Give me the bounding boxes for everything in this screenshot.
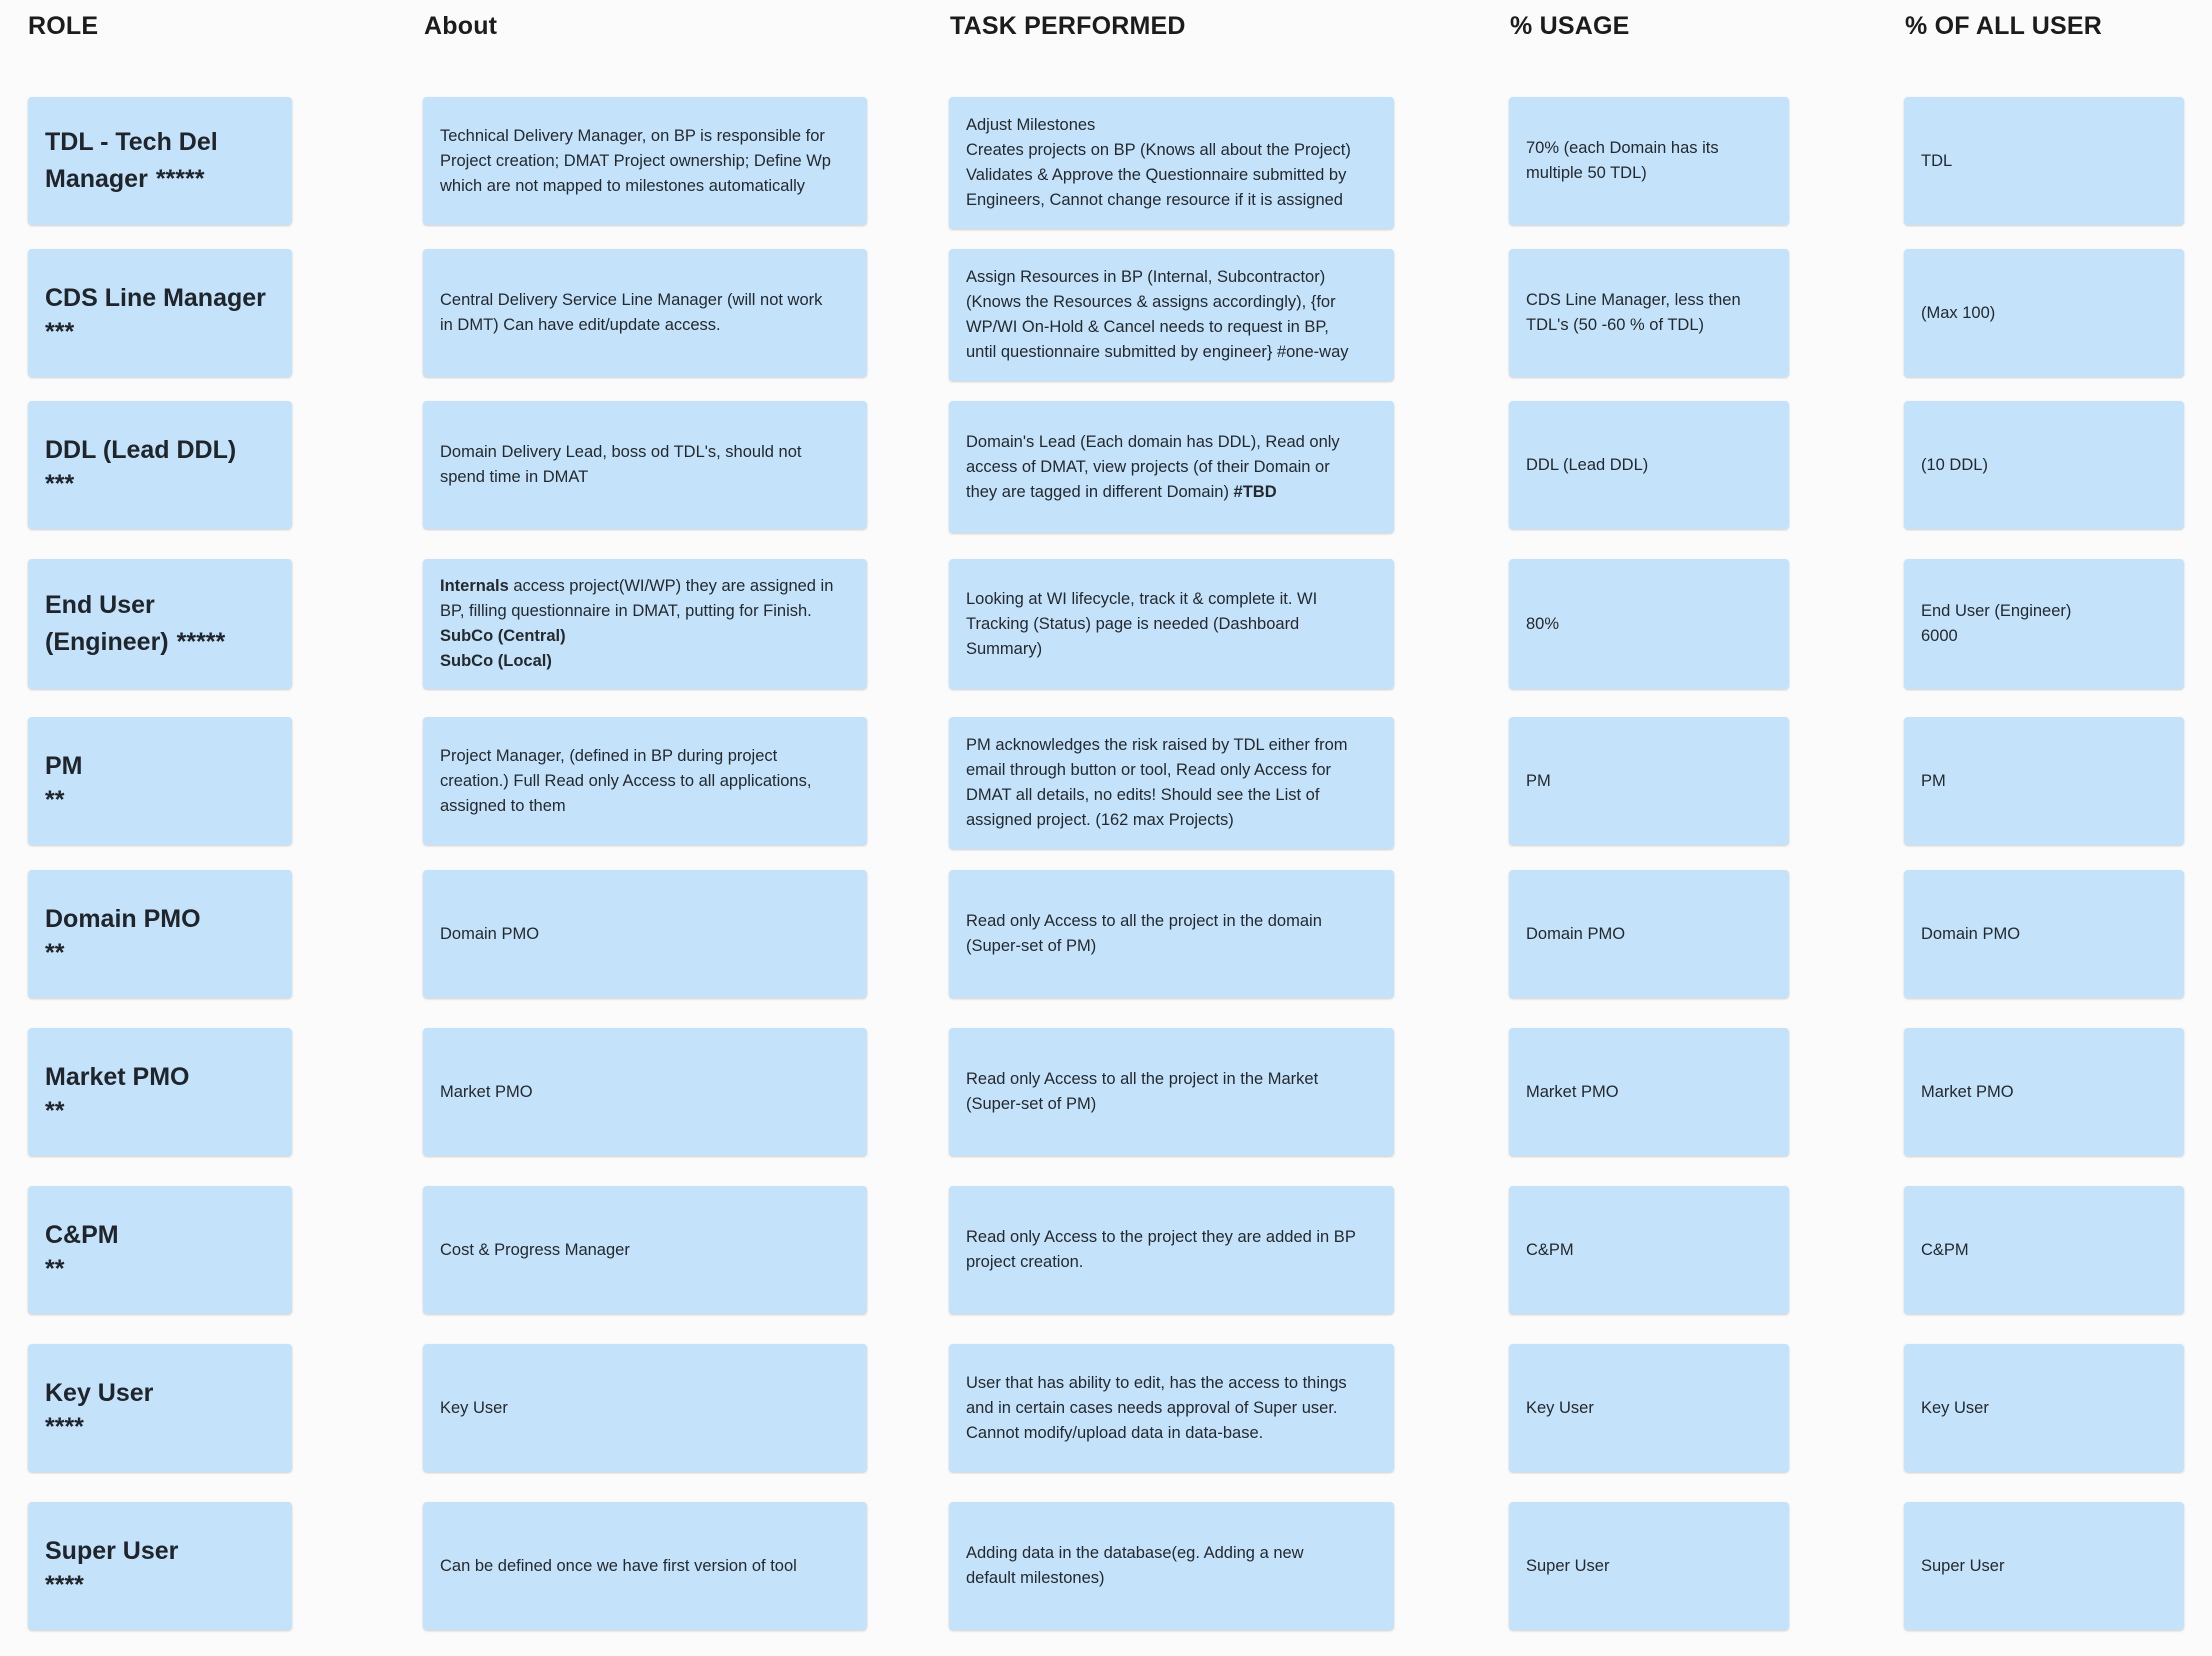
all-user-text xyxy=(1921,1554,2004,1579)
task-card[interactable] xyxy=(949,1028,1394,1156)
text-line: CDS Line Manager, less then xyxy=(1526,291,1741,309)
role-name xyxy=(45,1533,178,1570)
priority-stars: *** xyxy=(45,317,75,346)
text-line: and in certain cases needs approval of Super user. xyxy=(966,1398,1338,1417)
about-text xyxy=(440,1554,797,1579)
task-card[interactable] xyxy=(949,559,1394,689)
text-line: (10 DDL) xyxy=(1921,455,1988,474)
text-line: (Super-set of PM) xyxy=(966,937,1097,955)
task-card[interactable] xyxy=(949,97,1394,229)
text-line: BP, filling questionnaire in DMAT, putting for Finish. xyxy=(440,602,812,620)
text-line: Can be defined once we have first version of tool xyxy=(440,1556,797,1575)
all-user-card[interactable] xyxy=(1904,1344,2184,1472)
task-text xyxy=(966,909,1322,959)
task-card[interactable] xyxy=(949,1344,1394,1472)
role-card[interactable] xyxy=(28,1344,292,1472)
text-line: TDL's (50 -60 % of TDL) xyxy=(1526,316,1704,334)
role-name xyxy=(45,432,236,469)
role-name xyxy=(45,1217,119,1254)
text-line: Domain's Lead (Each domain has DDL), Read only xyxy=(966,432,1340,451)
text-line: Domain Delivery Lead, boss od TDL's, should not xyxy=(440,443,802,461)
role-name-line2 xyxy=(45,161,204,198)
text-line: access of DMAT, view projects (of their Domain or xyxy=(966,457,1330,476)
text-line: PM xyxy=(1921,771,1946,790)
usage-card[interactable] xyxy=(1509,1186,1789,1314)
text-line: Validates & Approve the Questionnaire submitted by xyxy=(966,166,1347,184)
role-name xyxy=(45,1059,189,1096)
text-line: Super User xyxy=(1921,1556,2005,1575)
text-line: creation.) Full Read only Access to all applications, xyxy=(440,771,812,790)
task-text xyxy=(966,113,1351,213)
all-user-text xyxy=(1921,1396,1989,1421)
text-line: Domain PMO xyxy=(1526,924,1626,943)
header-role: ROLE xyxy=(28,12,99,40)
role-name-text: Market PMO xyxy=(45,1062,190,1091)
priority-stars: ** xyxy=(45,938,65,967)
header-about: About xyxy=(424,12,498,40)
usage-text xyxy=(1526,453,1648,478)
header-all-user: % OF ALL USER xyxy=(1905,12,2103,40)
text-line: Market PMO xyxy=(440,1082,533,1101)
task-text xyxy=(966,265,1349,365)
usage-card[interactable] xyxy=(1509,97,1789,225)
text-line: (Super-set of PM) xyxy=(966,1095,1097,1113)
usage-text xyxy=(1526,1080,1619,1105)
role-card[interactable] xyxy=(28,1502,292,1630)
task-text xyxy=(966,587,1317,662)
usage-text xyxy=(1526,1554,1609,1579)
text-line: Tracking (Status) page is needed (Dashboard xyxy=(966,614,1300,633)
about-card[interactable] xyxy=(423,717,867,845)
role-card[interactable] xyxy=(28,1186,292,1314)
text-line: Summary) xyxy=(966,639,1043,658)
all-user-card[interactable] xyxy=(1904,717,2184,845)
role-name-text: Super User xyxy=(45,1536,179,1565)
about-text xyxy=(440,1396,508,1421)
text-line: assigned to them xyxy=(440,796,566,815)
text-line: project creation. xyxy=(966,1253,1084,1271)
text-line: PM xyxy=(1526,771,1551,790)
all-user-text xyxy=(1921,1238,1969,1263)
role-name xyxy=(45,124,218,161)
header-usage: % USAGE xyxy=(1510,12,1630,40)
task-card[interactable] xyxy=(949,1502,1394,1630)
about-text xyxy=(440,124,831,199)
text-line: Market PMO xyxy=(1526,1082,1619,1101)
all-user-card[interactable] xyxy=(1904,1186,2184,1314)
priority-stars: ***** xyxy=(155,165,205,193)
usage-card[interactable] xyxy=(1509,559,1789,689)
text-line: 70% (each Domain has its xyxy=(1526,139,1719,157)
text-line: Project creation; DMAT Project ownership; Define Wp xyxy=(440,151,831,170)
text-line: Assign Resources in BP (Internal, Subcontractor) xyxy=(966,268,1326,286)
text-line: Cannot modify/upload data in data-base. xyxy=(966,1423,1264,1442)
usage-text xyxy=(1526,288,1741,338)
priority-stars: *** xyxy=(45,469,75,498)
all-user-text xyxy=(1921,453,1988,478)
all-user-text xyxy=(1921,149,1952,174)
text-line: default milestones) xyxy=(966,1569,1105,1587)
usage-card[interactable] xyxy=(1509,870,1789,998)
text-line: multiple 50 TDL) xyxy=(1526,164,1647,182)
about-card[interactable] xyxy=(423,1186,867,1314)
text-line: spend time in DMAT xyxy=(440,468,589,486)
role-card[interactable] xyxy=(28,870,292,998)
text-line: Key User xyxy=(1921,1398,1989,1417)
text-fragment: access project(WI/WP) they are assigned in xyxy=(508,577,834,595)
task-card[interactable] xyxy=(949,870,1394,998)
role-card[interactable] xyxy=(28,1028,292,1156)
all-user-text xyxy=(1921,922,2020,947)
role-name xyxy=(45,1375,153,1412)
role-name-text: C&PM xyxy=(45,1220,119,1249)
role-name-line2 xyxy=(45,624,225,661)
role-name-text: DDL (Lead DDL) xyxy=(45,435,237,464)
about-text xyxy=(440,1238,630,1263)
about-card[interactable] xyxy=(423,1344,867,1472)
text-line: until questionnaire submitted by engineer} #one-way xyxy=(966,343,1349,361)
usage-text xyxy=(1526,612,1559,637)
role-card[interactable] xyxy=(28,249,292,377)
role-name xyxy=(45,748,83,785)
role-name-text: End User xyxy=(45,591,155,619)
role-name-text: Domain PMO xyxy=(45,904,201,933)
text-line: Cost & Progress Manager xyxy=(440,1240,630,1259)
all-user-text xyxy=(1921,769,1946,794)
role-name xyxy=(45,901,201,938)
about-text xyxy=(440,1080,533,1105)
text-line: Read only Access to the project they are added in BP xyxy=(966,1228,1356,1246)
about-card[interactable] xyxy=(423,1502,867,1630)
text-line: DDL (Lead DDL) xyxy=(1526,455,1649,474)
text-line: Creates projects on BP (Knows all about the Project) xyxy=(966,141,1351,159)
about-card[interactable] xyxy=(423,559,867,689)
role-name-text: (Engineer) xyxy=(45,628,169,656)
role-name-text: PM xyxy=(45,751,83,780)
text-line: email through button or tool, Read only Access for xyxy=(966,761,1332,779)
all-user-card[interactable] xyxy=(1904,401,2184,529)
text-line: WP/WI On-Hold & Cancel needs to request in BP, xyxy=(966,318,1329,336)
usage-text xyxy=(1526,1396,1594,1421)
task-card[interactable] xyxy=(949,1186,1394,1314)
text-line: in DMT) Can have edit/update access. xyxy=(440,316,721,334)
usage-card[interactable] xyxy=(1509,1502,1789,1630)
text-line: Domain PMO xyxy=(1921,924,2021,943)
task-text xyxy=(966,733,1348,833)
text-line: User that has ability to edit, has the access to things xyxy=(966,1373,1347,1392)
task-text xyxy=(966,1371,1347,1446)
text-line: Key User xyxy=(440,1398,508,1417)
text-line: SubCo (Central) xyxy=(440,627,566,645)
usage-text xyxy=(1526,922,1625,947)
priority-stars: ** xyxy=(45,1096,65,1125)
about-card[interactable] xyxy=(423,870,867,998)
role-card[interactable] xyxy=(28,559,292,689)
text-line xyxy=(440,574,833,599)
tag-label: #TBD xyxy=(1233,482,1277,501)
task-text xyxy=(966,430,1340,505)
all-user-card[interactable] xyxy=(1904,1502,2184,1630)
role-card[interactable] xyxy=(28,97,292,225)
role-name-text: TDL - Tech Del xyxy=(45,128,218,156)
role-name-text: Key User xyxy=(45,1378,154,1407)
text-line: 6000 xyxy=(1921,627,1958,645)
priority-stars: ** xyxy=(45,1254,65,1283)
task-card[interactable] xyxy=(949,401,1394,533)
role-name xyxy=(45,587,155,624)
task-card[interactable] xyxy=(949,249,1394,381)
task-text xyxy=(966,1541,1304,1591)
role-name xyxy=(45,280,266,317)
text-line: Key User xyxy=(1526,1398,1594,1417)
all-user-card[interactable] xyxy=(1904,559,2184,689)
role-name-text: CDS Line Manager xyxy=(45,283,266,312)
text-line: Read only Access to all the project in the domain xyxy=(966,912,1322,930)
header-task-performed: TASK PERFORMED xyxy=(950,12,1186,40)
role-card[interactable] xyxy=(28,717,292,845)
all-user-text xyxy=(1921,1080,2014,1105)
text-line: (Knows the Resources & assigns accordingly), {for xyxy=(966,293,1336,311)
text-line: Adding data in the database(eg. Adding a new xyxy=(966,1544,1304,1562)
text-line: Looking at WI lifecycle, track it & complete it. WI xyxy=(966,589,1318,608)
usage-card[interactable] xyxy=(1509,249,1789,377)
task-text xyxy=(966,1225,1356,1275)
text-line: Project Manager, (defined in BP during project xyxy=(440,746,778,765)
all-user-card[interactable] xyxy=(1904,97,2184,225)
role-name-text: Manager xyxy=(45,165,148,193)
about-card[interactable] xyxy=(423,249,867,377)
about-card[interactable] xyxy=(423,97,867,225)
usage-text xyxy=(1526,1238,1574,1263)
text-line: PM acknowledges the risk raised by TDL either from xyxy=(966,736,1348,754)
about-text xyxy=(440,922,539,947)
text-line: Market PMO xyxy=(1921,1082,2014,1101)
all-user-text xyxy=(1921,599,2071,649)
text-line: Read only Access to all the project in the Market xyxy=(966,1070,1319,1088)
text-line: Engineers, Cannot change resource if it is assigned xyxy=(966,191,1343,209)
usage-card[interactable] xyxy=(1509,401,1789,529)
priority-stars: ** xyxy=(45,785,65,814)
usage-text xyxy=(1526,769,1551,794)
all-user-text xyxy=(1921,301,1995,326)
bold-label: Internals xyxy=(440,577,509,595)
about-text xyxy=(440,744,811,819)
text-line: (Max 100) xyxy=(1921,303,1996,322)
text-line: Technical Delivery Manager, on BP is responsible for xyxy=(440,126,825,145)
text-line: TDL xyxy=(1921,151,1953,170)
text-line xyxy=(966,480,1340,505)
text-line: which are not mapped to milestones automatically xyxy=(440,176,806,195)
text-line: C&PM xyxy=(1526,1240,1574,1259)
all-user-card[interactable] xyxy=(1904,1028,2184,1156)
text-fragment: they are tagged in different Domain) xyxy=(966,482,1229,501)
priority-stars: ***** xyxy=(176,628,226,656)
all-user-card[interactable] xyxy=(1904,870,2184,998)
text-line: SubCo (Local) xyxy=(440,652,552,670)
about-card[interactable] xyxy=(423,1028,867,1156)
text-line: Adjust Milestones xyxy=(966,116,1096,134)
text-line: 80% xyxy=(1526,614,1560,633)
about-card[interactable] xyxy=(423,401,867,529)
all-user-card[interactable] xyxy=(1904,249,2184,377)
priority-stars: **** xyxy=(45,1412,84,1441)
task-text xyxy=(966,1067,1318,1117)
text-line: DMAT all details, no edits! Should see the List of xyxy=(966,786,1320,804)
usage-text xyxy=(1526,136,1719,186)
usage-card[interactable] xyxy=(1509,1028,1789,1156)
about-text xyxy=(440,288,822,338)
about-text xyxy=(440,440,801,490)
priority-stars: **** xyxy=(45,1570,84,1599)
about-text xyxy=(440,574,833,674)
text-line: Super User xyxy=(1526,1556,1610,1575)
usage-card[interactable] xyxy=(1509,717,1789,845)
usage-card[interactable] xyxy=(1509,1344,1789,1472)
task-card[interactable] xyxy=(949,717,1394,849)
text-line: C&PM xyxy=(1921,1240,1969,1259)
text-line: assigned project. (162 max Projects) xyxy=(966,811,1234,829)
text-line: End User (Engineer) xyxy=(1921,602,2072,620)
text-line: Central Delivery Service Line Manager (will not work xyxy=(440,291,823,309)
role-card[interactable] xyxy=(28,401,292,529)
text-line: Domain PMO xyxy=(440,924,540,943)
